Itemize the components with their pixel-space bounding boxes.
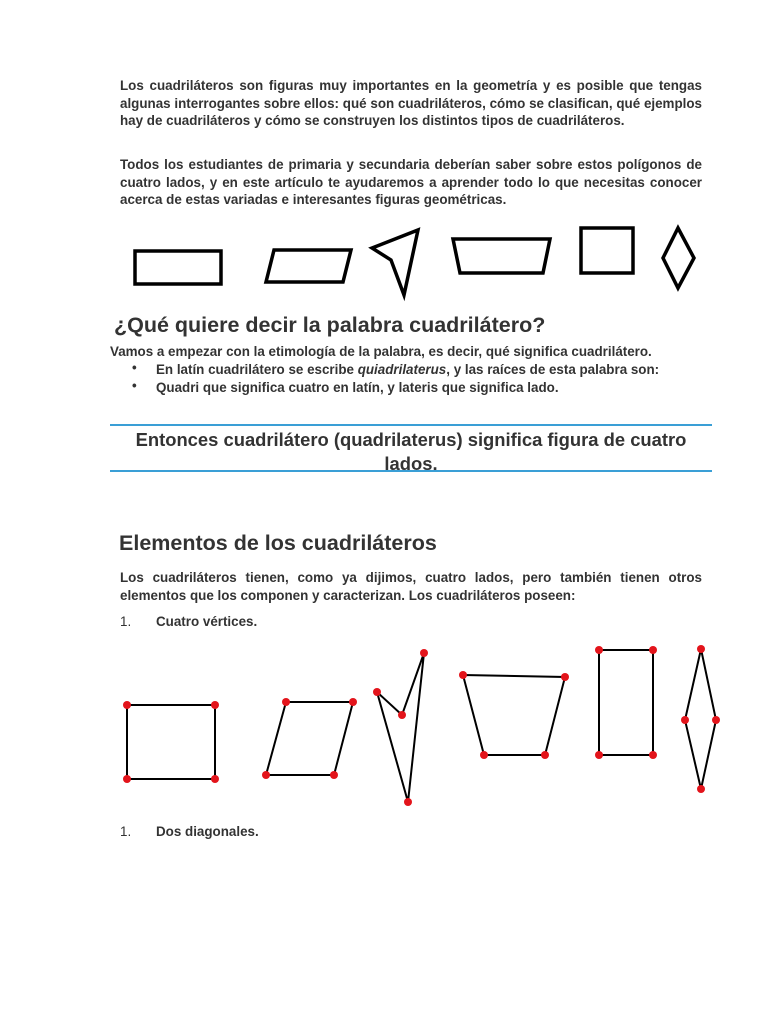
list-item-diagonals: Dos diagonales.: [156, 824, 259, 839]
vertex-dot: [712, 716, 720, 724]
rhombus-shape: [663, 228, 694, 288]
rectangle-shape: [135, 251, 221, 284]
section-heading-elements: Elementos de los cuadriláteros: [119, 531, 437, 555]
etymology-lead: Vamos a empezar con la etimología de la palabra, es decir, qué significa cuadrilátero.: [110, 344, 652, 359]
bullet-text: , y las raíces de esta palabra son:: [446, 362, 660, 377]
parallelogram-shape: [266, 250, 351, 282]
vertex-dot: [262, 771, 270, 779]
vertex-dot: [649, 751, 657, 759]
vertex-dot: [697, 645, 705, 653]
vertex-dot: [330, 771, 338, 779]
intro-paragraph-2: Todos los estudiantes de primaria y secundaria deberían saber sobre estos polígonos de cuatro lados, y en este artículo te ayudaremos a aprender todo lo que necesitas conocer acerca de estas variadas e interesantes figuras geométricas.: [120, 157, 702, 208]
intro-paragraph-1: Los cuadriláteros son figuras muy importantes en la geometría y es posible que tengas algunas interrogantes sobre ellos: qué son cuadriláteros, cómo se clasifican, qué ejemplos hay de cuadriláteros y cómo se construyen los distintos tipos de cuadriláteros.: [120, 78, 702, 129]
bullet-item-latin: [156, 361, 659, 379]
vertex-dot: [211, 701, 219, 709]
list-item-vertices: Cuatro vértices.: [156, 614, 258, 629]
vertex-dot: [282, 698, 290, 706]
parallelogram-vertices-shape: [266, 702, 353, 775]
vertex-dot: [123, 775, 131, 783]
vertex-dot: [480, 751, 488, 759]
vertex-dot: [211, 775, 219, 783]
vertex-dot: [561, 673, 569, 681]
rhombus-vertices-shape: [685, 649, 716, 789]
vertices-figure: [0, 640, 768, 820]
vertex-dot: [649, 646, 657, 654]
bullet-marker: •: [132, 378, 137, 393]
trapezoid-shape: [453, 239, 550, 273]
vertex-dot: [404, 798, 412, 806]
vertex-dot: [595, 751, 603, 759]
dart-vertices-shape: [377, 653, 424, 802]
rectangle-vertices-shape: [599, 650, 653, 755]
vertex-dot: [373, 688, 381, 696]
vertex-dot: [459, 671, 467, 679]
square-shape: [581, 228, 633, 273]
list-number: 1.: [120, 824, 132, 839]
quadrilateral-outlines-figure: [0, 222, 768, 302]
vertex-dot: [398, 711, 406, 719]
list-number: 1.: [120, 614, 132, 629]
callout-definition: [110, 424, 712, 472]
vertex-dot: [349, 698, 357, 706]
trapezoid-vertices-shape: [463, 675, 565, 755]
vertex-dot: [595, 646, 603, 654]
vertex-dot: [697, 785, 705, 793]
bullet-text: En latín cuadrilátero se escribe: [156, 362, 358, 377]
vertex-dot: [681, 716, 689, 724]
bullet-item-roots: Quadri que significa cuatro en latín, y lateris que significa lado.: [156, 380, 559, 395]
vertex-dot: [123, 701, 131, 709]
section-heading-etymology: ¿Qué quiere decir la palabra cuadrilátero?: [114, 313, 546, 337]
bullet-marker: •: [132, 360, 137, 375]
callout-line-2: lados.: [384, 453, 438, 474]
callout-line-1: Entonces cuadrilátero (quadrilaterus) significa figura de cuatro: [135, 429, 687, 450]
latin-word: quiadrilaterus: [357, 362, 447, 377]
square-vertices-shape: [127, 705, 215, 779]
vertex-dot: [420, 649, 428, 657]
dart-shape: [372, 230, 418, 295]
vertex-dot: [541, 751, 549, 759]
elements-paragraph: Los cuadriláteros tienen, como ya dijimos, cuatro lados, pero también tienen otros elementos que los componen y caracterizan. Los cuadriláteros poseen:: [120, 570, 702, 603]
